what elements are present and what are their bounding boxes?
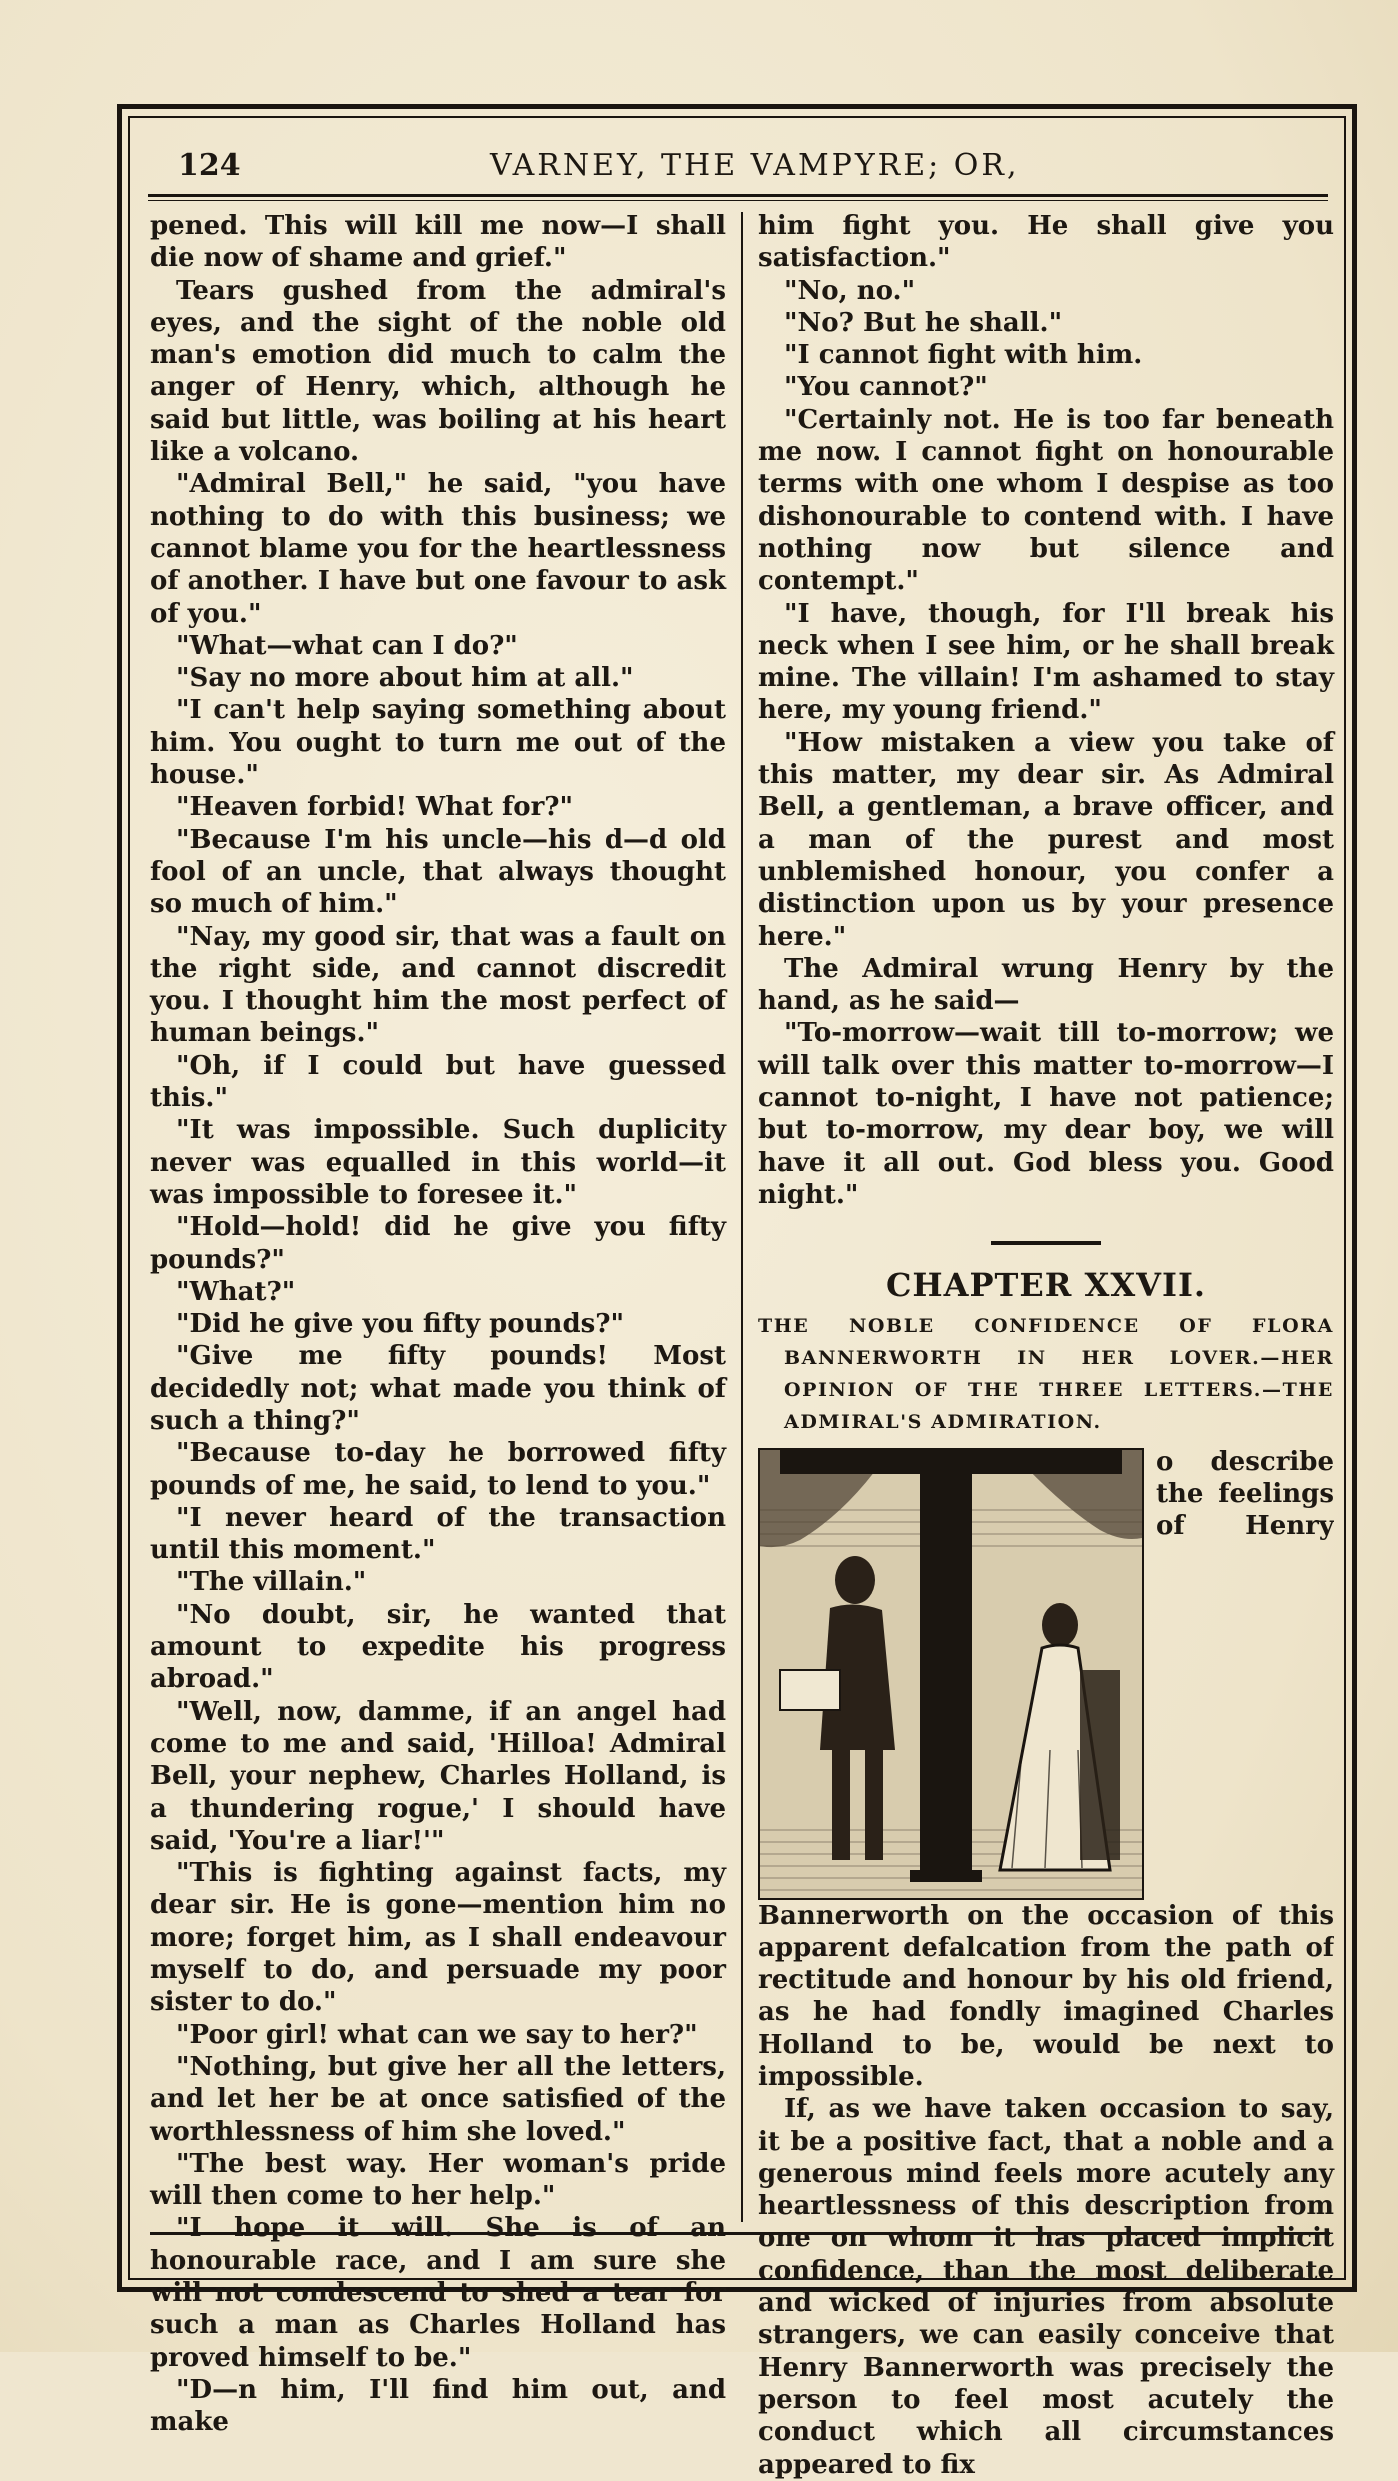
header-rule bbox=[148, 194, 1328, 197]
paragraph: "I never heard of the transaction until this moment." bbox=[150, 1502, 726, 1566]
right-column bbox=[758, 210, 1334, 2481]
paragraph: "Certainly not. He is too far beneath me now. I cannot fight on honourable terms with one whom I despise as too dishonourable to contend with. I have nothing now but silence and contempt." bbox=[758, 404, 1334, 597]
paragraph: "I have, though, for I'll break his neck when I see him, or he shall break mine. The villain! I'm ashamed to stay here, my young friend." bbox=[758, 598, 1334, 726]
page-number: 124 bbox=[178, 148, 241, 183]
illustration-drawing bbox=[760, 1450, 1142, 1898]
paragraph: Tears gushed from the admiral's eyes, and the sight of the noble old man's emotion did much to calm the anger of Henry, which, although he said but little, was boiling at his heart like a volcano. bbox=[150, 275, 726, 468]
paragraph: "Because to-day he borrowed fifty pounds of me, he said, to lend to you." bbox=[150, 1438, 726, 1501]
paragraph: "This is fighting against facts, my dear sir. He is gone—mention him no more; forget him, as I shall endeavour myself to do, and persuade my poor sister to do." bbox=[150, 1858, 726, 2018]
header-rule-thin bbox=[148, 200, 1328, 201]
paragraph: "D—n him, I'll find him out, and make bbox=[150, 2374, 726, 2438]
paragraph: "I hope it will. She is of an honourable race, and I am sure she will not condescend to shed a tear for such a man as Charles Holland has proved himself to be." bbox=[150, 2213, 726, 2373]
paragraph: "I can't help saying something about him. You ought to turn me out of the house." bbox=[150, 695, 726, 791]
paragraph: "Did he give you fifty pounds?" bbox=[176, 1309, 625, 1340]
paragraph: The Admiral wrung Henry by the hand, as he said— bbox=[758, 953, 1334, 1017]
bottom-rule bbox=[150, 2232, 1330, 2235]
paragraph: "Nothing, but give her all the letters, and let her be at once satisfied of the worthlessness of him she loved." bbox=[150, 2051, 726, 2147]
paragraph: "It was impossible. Such duplicity never was equalled in this world—it was impossible to foresee it." bbox=[150, 1115, 726, 1210]
paragraph: "I cannot fight with him. bbox=[784, 340, 1143, 371]
paragraph: "Because I'm his uncle—his d—d old fool of an uncle, that always thought so much of him." bbox=[150, 824, 726, 920]
paragraph: "To-morrow—wait till to-morrow; we will talk over this matter to-morrow—I cannot to-night, I have not patience; but to-morrow, my dear boy, we will have it all out. God bless you. Good night." bbox=[758, 1018, 1334, 1210]
paragraph: "Poor girl! what can we say to her?" bbox=[176, 2019, 698, 2050]
paragraph: "Give me fifty pounds! Most decidedly not; what made you think of such a thing?" bbox=[150, 1341, 726, 1436]
section-rule bbox=[991, 1241, 1101, 1245]
chapter-opening bbox=[758, 1446, 1334, 2094]
paragraph: "Heaven forbid! What for?" bbox=[176, 792, 574, 823]
paragraph: him fight you. He shall give you satisfaction." bbox=[758, 211, 1334, 274]
paragraph: "No? But he shall." bbox=[784, 307, 1063, 338]
paragraph: "Hold—hold! did he give you fifty pounds?" bbox=[150, 1212, 726, 1275]
column-divider bbox=[741, 212, 743, 2222]
paragraph: "The villain." bbox=[176, 1567, 367, 1598]
paragraph: "Say no more about him at all." bbox=[176, 663, 634, 694]
paragraph: "Admiral Bell," he said, "you have nothing to do with this business; we cannot blame you for the heartlessness of another. I have but one favour to ask of you." bbox=[150, 469, 726, 629]
chapter-summary: THE NOBLE CONFIDENCE OF FLORA BANNERWORTH IN HER LOVER.—HER OPINION OF THE THREE LETTERS.—THE ADMIRAL'S ADMIRATION. bbox=[758, 1314, 1334, 1433]
first-paragraph-text: o describe the feelings of Henry Bannerworth on the occasion of this apparent defalcation from the path of rectitude and honour by his old friend, as he had fondly imagined Charles Holland to be, would be next to impossible. bbox=[758, 1446, 1334, 2092]
left-column bbox=[150, 210, 726, 2438]
paragraph: "You cannot?" bbox=[784, 372, 988, 403]
paragraph: "The best way. Her woman's pride will then come to her help." bbox=[150, 2148, 726, 2212]
paragraph: pened. This will kill me now—I shall die now of shame and grief." bbox=[150, 211, 726, 274]
paragraph: "How mistaken a view you take of this matter, my dear sir. As Admiral Bell, a gentleman, a brave officer, and a man of the purest and most unblemished honour, you confer a distinction upon us by your presence here." bbox=[758, 727, 1334, 952]
paragraph: If, as we have taken occasion to say, it be a positive fact, that a noble and a generous mind feels more acutely any heartlessness of this description from one on whom it has placed implicit confidence, than the most deliberate and wicked of injuries from absolute strangers, we can easily conceive that Henry Bannerworth was precisely the person to feel most acutely the conduct which all circumstances appeared to fix bbox=[758, 2094, 1334, 2480]
woodcut-illustration bbox=[758, 1448, 1144, 1900]
paragraph: "Oh, if I could but have guessed this." bbox=[150, 1050, 726, 1114]
chapter-heading: CHAPTER XXVII. bbox=[885, 1266, 1207, 1305]
paragraph: "What—what can I do?" bbox=[176, 630, 518, 661]
paragraph: "What?" bbox=[176, 1276, 296, 1307]
paragraph: "Nay, my good sir, that was a fault on the right side, and cannot discredit you. I thought him the most perfect of human beings." bbox=[150, 921, 726, 1049]
paragraph: "Well, now, damme, if an angel had come to me and said, 'Hilloa! Admiral Bell, your nephew, Charles Holland, is a thundering rogue,' I should have said, 'You're a liar!'" bbox=[150, 1696, 726, 1856]
paragraph: "No, no." bbox=[784, 275, 916, 306]
paragraph: "No doubt, sir, he wanted that amount to expedite his progress abroad." bbox=[150, 1599, 726, 1695]
running-title: VARNEY, THE VAMPYRE; OR, bbox=[490, 148, 1020, 183]
page-header bbox=[150, 140, 1330, 190]
